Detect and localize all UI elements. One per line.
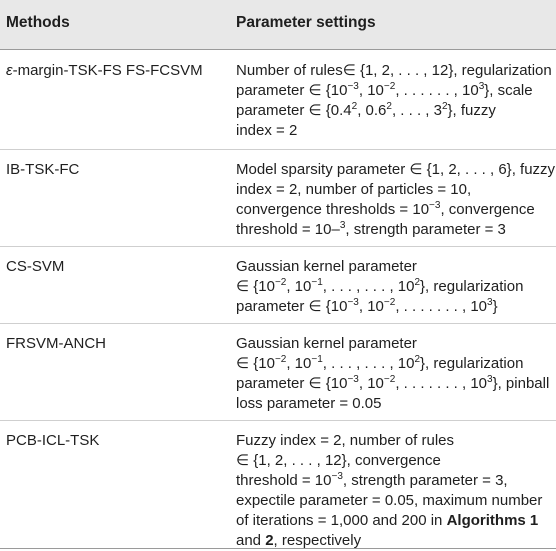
table-row: [0, 421, 556, 549]
header-parameter-settings: Parameter settings: [236, 14, 376, 31]
method-settings: Model sparsity parameter ∈ {1, 2, . . . , 6}, fuzzy index = 2, number of particles = 10, convergence thresholds = $10^{-3}$, convergence threshold = 10–$^3$, strength parameter = 3: [236, 161, 556, 238]
table-row: [0, 150, 556, 246]
table-row: [0, 51, 556, 149]
table-header: [0, 0, 556, 49]
table-row: [0, 324, 556, 420]
method-settings: Number of rules∈ {1, 2, . . . , 12}, regularization parameter ∈ {$10^{-3}$, $10^{-2}$, . . . . . . , $10^3$}, scale parameter ∈ {$0.4^2$, $0.6^2$, . . . , $3^2$}, fuzzy index = 2: [236, 62, 552, 139]
method-settings: Gaussian kernel parameter ∈ {$10^{-2}$, $10^{-1}$, . . . , . . . , $10^2$}, regularization parameter ∈ {$10^{-3}$, $10^{-2}$, . . . . . . . , $10^3$}: [236, 258, 524, 315]
header-methods: Methods: [6, 14, 70, 31]
header-divider: [0, 49, 556, 50]
method-name: ε-margin-TSK-FS FS-FCSVM: [6, 62, 203, 79]
method-settings: Gaussian kernel parameter ∈ {$10^{-2}$, $10^{-1}$, . . . , . . . , $10^2$}, regularization parameter ∈ {$10^{-3}$, $10^{-2}$, . . . . . . . , $10^3$}, pinball loss parameter = 0.05: [236, 335, 550, 412]
method-name: IB-TSK-FC: [6, 161, 80, 178]
table-row: [0, 247, 556, 323]
method-settings: Fuzzy index = 2, number of rules ∈ {1, 2, . . . , 12}, convergence threshold = $10^{-3}$, strength parameter = 3, expectile parameter = 0.05, maximum number of iterations = 1,000 and 200 in Algorithms 1 and 2, respectively: [236, 432, 543, 549]
table-bottom-rule: [0, 548, 556, 549]
method-name: FRSVM-ANCH: [6, 335, 106, 352]
method-name: PCB-ICL-TSK: [6, 432, 100, 449]
method-name: CS-SVM: [6, 258, 65, 275]
